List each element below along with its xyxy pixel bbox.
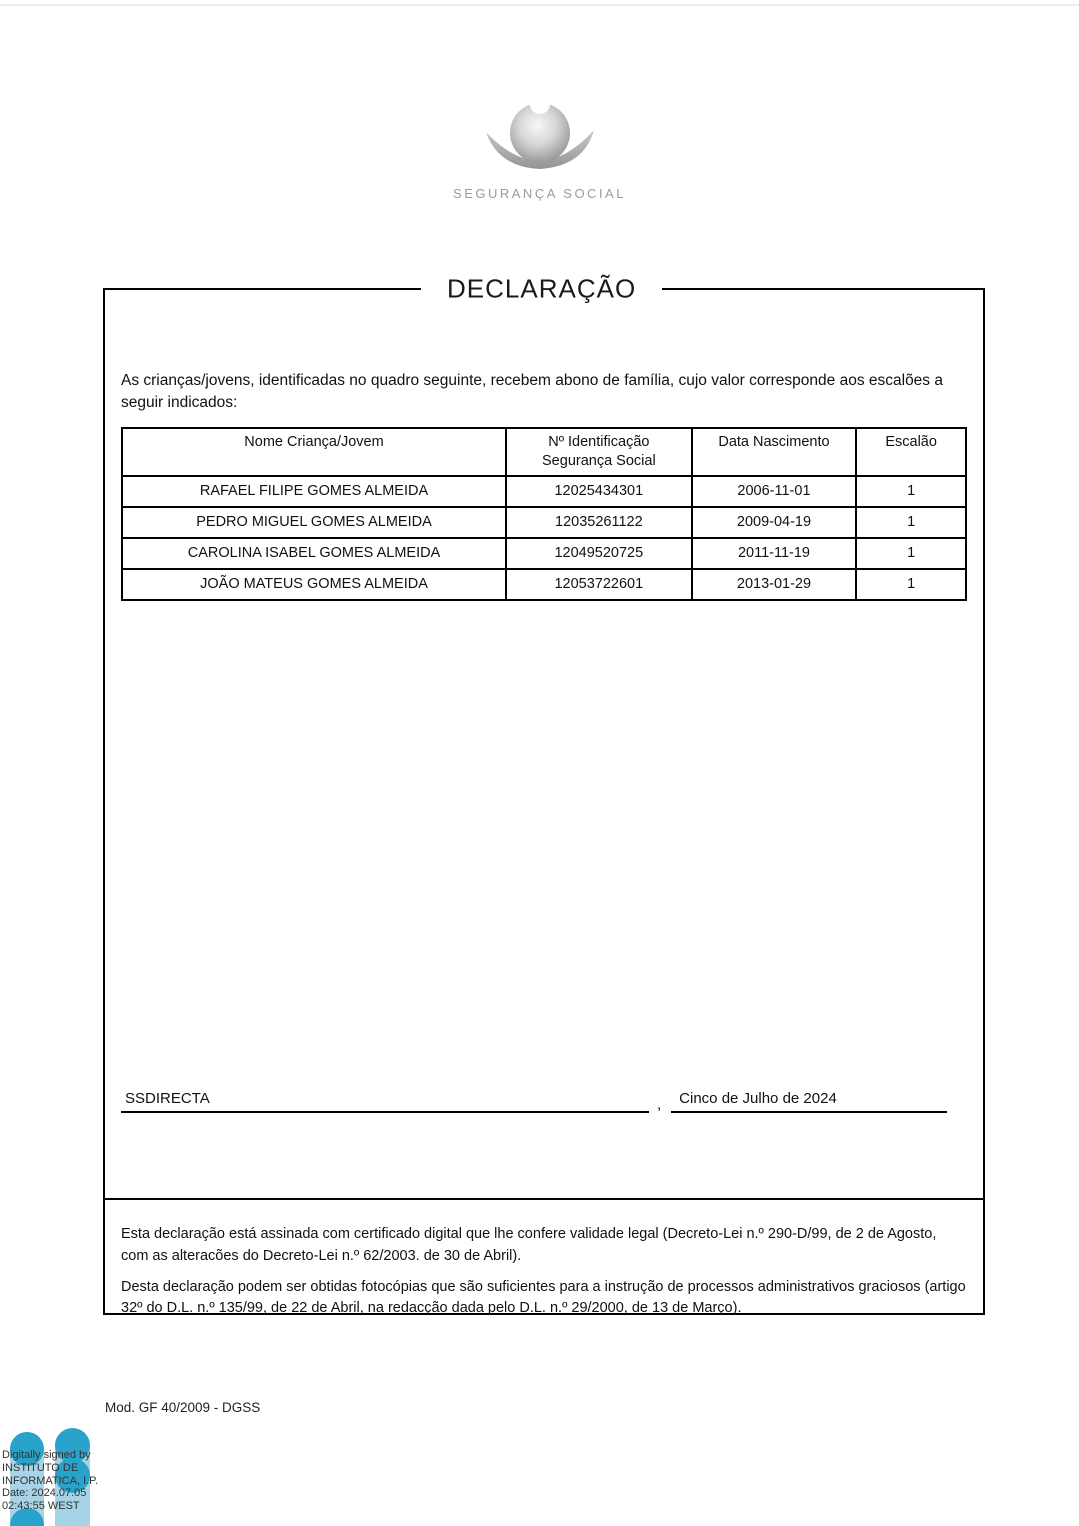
- legal-paragraph-2: Desta declaração podem ser obtidas fotocópias que são suficientes para a instrução de processos administrativos graciosos (artigo 32º do D.L. n.º 135/99, de 22 de Abril, na redacção dada pelo D.L. n.º 29/2000, de 13 de Março).: [121, 1278, 966, 1317]
- issuer-signature-line: SSDIRECTA: [121, 1090, 649, 1113]
- cell-tier: 1: [856, 569, 966, 600]
- seguranca-social-logo: [0, 96, 1079, 201]
- children-table: [121, 427, 967, 601]
- table-row: [122, 507, 966, 538]
- cell-name: JOÃO MATEUS GOMES ALMEIDA: [122, 569, 506, 600]
- table-row: [122, 538, 966, 569]
- digital-signature-stamp: [0, 1424, 130, 1526]
- col-header-id: [506, 428, 692, 476]
- cell-birthdate: 2013-01-29: [692, 569, 857, 600]
- seguranca-social-logo-icon: [478, 96, 602, 185]
- table-row: [122, 569, 966, 600]
- cell-id: 12053722601: [506, 569, 692, 600]
- legal-paragraph-1: Esta declaração está assinada com certificado digital que lhe confere validade legal (Decreto-Lei n.º 290-D/99, de 2 de Agosto, com as alteracões do Decreto-Lei n.º 62/2003. de 30 de Abril).: [121, 1226, 937, 1264]
- col-header-id-line1: Nº Identificação: [548, 433, 650, 450]
- legal-footer: [105, 1198, 983, 1329]
- stamp-line: Date: 2024.07.05: [2, 1487, 87, 1500]
- table-header-row: [122, 428, 966, 476]
- stamp-line: 02:43:55 WEST: [2, 1500, 80, 1512]
- cell-id: 12025434301: [506, 476, 692, 507]
- cell-name: RAFAEL FILIPE GOMES ALMEIDA: [122, 476, 506, 507]
- digital-signature-text: [2, 1449, 98, 1513]
- col-header-birthdate: Data Nascimento: [692, 428, 857, 476]
- cell-name: CAROLINA ISABEL GOMES ALMEIDA: [122, 538, 506, 569]
- stamp-line: INSTITUTO DE: [2, 1461, 79, 1474]
- cell-birthdate: 2006-11-01: [692, 476, 857, 507]
- scan-top-edge-line: [0, 4, 1079, 6]
- col-header-name: Nome Criança/Jovem: [122, 428, 506, 476]
- form-model-reference: Mod. GF 40/2009 - DGSS: [105, 1400, 261, 1415]
- date-line: Cinco de Julho de 2024: [671, 1090, 947, 1113]
- page-title: DECLARAÇÃO: [421, 273, 662, 304]
- signature-separator: ,: [657, 1096, 662, 1113]
- cell-id: 12035261122: [506, 507, 692, 538]
- cell-tier: 1: [856, 476, 966, 507]
- cell-birthdate: 2009-04-19: [692, 507, 857, 538]
- stamp-line: INFORMATICA, I.P.: [2, 1474, 99, 1487]
- intro-paragraph: As crianças/jovens, identificadas no quadro seguinte, recebem abono de família, cujo valor corresponde aos escalões a seguir indicados:: [121, 372, 943, 412]
- cell-birthdate: 2011-11-19: [692, 538, 857, 569]
- declaration-box: [103, 273, 985, 1317]
- logo-caption: SEGURANÇA SOCIAL: [453, 186, 626, 201]
- cell-tier: 1: [856, 507, 966, 538]
- cell-name: PEDRO MIGUEL GOMES ALMEIDA: [122, 507, 506, 538]
- col-header-tier: Escalão: [856, 428, 966, 476]
- signature-row: [121, 1090, 947, 1113]
- cell-tier: 1: [856, 538, 966, 569]
- col-header-id-line2: Segurança Social: [542, 452, 656, 469]
- stamp-line: Digitally signed by: [2, 1449, 91, 1461]
- cell-id: 12049520725: [506, 538, 692, 569]
- table-row: [122, 476, 966, 507]
